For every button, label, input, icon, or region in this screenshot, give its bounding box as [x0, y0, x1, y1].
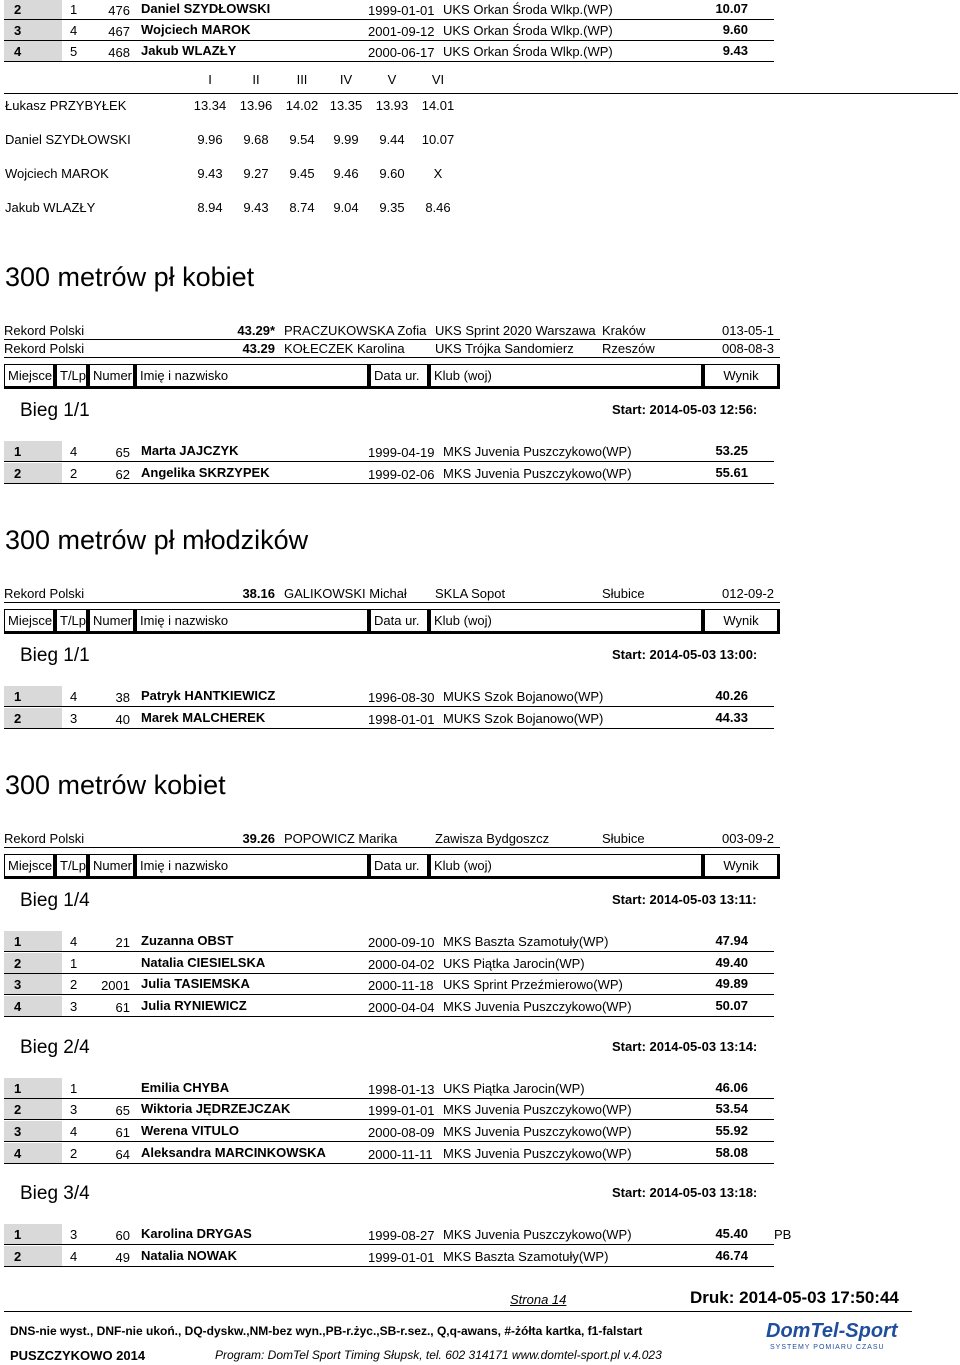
page-number: Strona 14 [510, 1292, 567, 1307]
result-row [4, 20, 774, 41]
heat-start-time: Start: 2014-05-03 13:11: [612, 892, 757, 907]
heat-name: Bieg 1/1 [20, 645, 90, 666]
row-divider [4, 1141, 774, 1142]
result-value: 53.54 [715, 1101, 748, 1116]
result-value: 53.25 [715, 443, 748, 458]
athlete-name: Marta JAJCZYK [141, 443, 239, 458]
col-dob: Data ur. [370, 854, 430, 879]
col-dob: Data ur. [370, 364, 430, 389]
record-club: UKS Sprint 2020 Warszawa [435, 323, 596, 338]
place-cell: 1 [4, 686, 62, 707]
row-divider [4, 728, 774, 729]
result-value: 46.06 [715, 1080, 748, 1095]
lane-cell: 1 [70, 956, 78, 971]
attempt-value: 9.27 [243, 166, 269, 181]
logo-text: DomTel-Sport [766, 1320, 898, 1342]
athlete-name: Julia TASIEMSKA [141, 976, 250, 991]
club-name: MUKS Szok Bojanowo(WP) [443, 689, 604, 704]
result-row [4, 1099, 774, 1120]
record-row [4, 585, 780, 603]
place-cell: 2 [4, 463, 62, 484]
birth-date: 2001-09-12 [368, 24, 435, 39]
col-dob: Data ur. [370, 609, 430, 634]
record-holder: KOŁECZEK Karolina [284, 341, 405, 356]
birth-date: 2000-08-09 [368, 1125, 435, 1140]
athlete-name: Wiktoria JĘDRZEJCZAK [141, 1101, 291, 1116]
birth-date: 2000-11-11 [368, 1147, 433, 1162]
attempt-value: 8.46 [425, 200, 451, 215]
attempt-value: 13.93 [375, 98, 409, 113]
lane-cell: 3 [70, 999, 78, 1014]
birth-date: 1999-04-19 [368, 445, 435, 460]
athlete-name: Aleksandra MARCINKOWSKA [141, 1145, 326, 1160]
club-name: MKS Juvenia Puszczykowo(WP) [443, 1102, 632, 1117]
place-cell: 2 [4, 1099, 62, 1120]
row-divider [4, 483, 774, 484]
record-date: 008-08-3 [722, 341, 775, 356]
attempt-value: 9.96 [197, 132, 223, 147]
result-value: 50.07 [715, 998, 748, 1013]
bib-number: 21 [115, 935, 130, 950]
footer-legend: DNS-nie wyst., DNF-nie ukoń., DQ-dyskw.,NM-bez wyn.,PB-r.życ.,SB-r.sez., Q,q-awans, #-żółta kartka, f1-falstart [10, 1324, 643, 1338]
bib-number: 65 [115, 445, 130, 460]
attempt-value: 9.99 [333, 132, 359, 147]
result-value: 44.33 [715, 710, 748, 725]
attempt-value: 14.02 [285, 98, 319, 113]
col-place: Miejsce [4, 609, 56, 634]
result-value: 55.61 [715, 465, 748, 480]
result-value: 40.26 [715, 688, 748, 703]
place-cell: 4 [4, 996, 62, 1017]
col-number: Numer [89, 609, 136, 634]
result-value: 46.74 [715, 1248, 748, 1263]
birth-date: 2000-04-02 [368, 957, 435, 972]
athlete-name: Werena VITULO [141, 1123, 240, 1138]
attempt-header: I [208, 72, 212, 87]
birth-date: 1998-01-13 [368, 1082, 435, 1097]
club-name: UKS Orkan Środa Wlkp.(WP) [443, 2, 613, 17]
col-lane: T/Lp [56, 609, 89, 634]
venue: PUSZCZYKOWO 2014 [10, 1348, 146, 1363]
record-city: Kraków [602, 323, 646, 338]
birth-date: 1999-08-27 [368, 1228, 435, 1243]
attempt-value: 9.04 [333, 200, 359, 215]
athlete-name: Patryk HANTKIEWICZ [141, 688, 276, 703]
place-cell: 1 [4, 441, 62, 462]
bib-number: 64 [115, 1147, 130, 1162]
col-place: Miejsce [4, 364, 56, 389]
club-name: MKS Juvenia Puszczykowo(WP) [443, 466, 632, 481]
column-header [4, 364, 780, 389]
place-cell: 1 [4, 931, 62, 952]
club-name: UKS Piątka Jarocin(WP) [443, 1081, 585, 1096]
attempt-athlete: Łukasz PRZYBYŁEK [5, 98, 127, 113]
club-name: UKS Orkan Środa Wlkp.(WP) [443, 23, 613, 38]
result-value: 47.94 [715, 933, 748, 948]
result-value: 45.40 [715, 1226, 748, 1241]
result-value: 9.60 [722, 22, 748, 37]
club-name: MKS Juvenia Puszczykowo(WP) [443, 1146, 632, 1161]
bib-number: 62 [115, 467, 130, 482]
record-city: Rzeszów [602, 341, 655, 356]
row-divider [4, 461, 774, 462]
attempt-header: VI [431, 72, 445, 87]
record-label: Rekord Polski [4, 323, 85, 338]
col-place: Miejsce [4, 854, 56, 879]
result-row [4, 0, 774, 20]
bib-number: 61 [115, 1125, 130, 1140]
lane-cell: 1 [70, 2, 78, 17]
bib-number: 40 [115, 712, 130, 727]
attempt-value: 9.68 [243, 132, 269, 147]
print-date: Druk: 2014-05-03 17:50:44 [690, 1288, 899, 1307]
club-name: UKS Sprint Przeźmierowo(WP) [443, 977, 623, 992]
result-row [4, 1246, 774, 1267]
result-row [4, 1121, 774, 1142]
bib-number: 2001 [101, 978, 130, 993]
place-cell: 1 [4, 1078, 62, 1099]
record-date: 013-05-1 [722, 323, 775, 338]
record-city: Słubice [602, 586, 645, 601]
result-row [4, 931, 774, 952]
col-result: Wynik [704, 364, 780, 389]
birth-date: 1996-08-30 [368, 690, 435, 705]
result-row [4, 974, 774, 995]
result-row [4, 996, 774, 1017]
attempt-value: 9.43 [243, 200, 269, 215]
club-name: MKS Baszta Szamotuły(WP) [443, 1249, 609, 1264]
record-holder: GALIKOWSKI Michał [284, 586, 407, 601]
place-cell: 1 [4, 1224, 62, 1245]
club-name: MUKS Szok Bojanowo(WP) [443, 711, 604, 726]
place-cell: 3 [4, 974, 62, 995]
bib-number: 49 [115, 1250, 130, 1265]
attempt-value: 13.34 [193, 98, 227, 113]
place-cell: 3 [4, 1121, 62, 1142]
attempt-value: 9.44 [379, 132, 405, 147]
lane-cell: 1 [70, 1081, 78, 1096]
birth-date: 1999-01-01 [368, 3, 435, 18]
record-row [4, 340, 780, 358]
birth-date: 1999-01-01 [368, 1250, 435, 1265]
attempt-value: 8.94 [197, 200, 223, 215]
attempt-header: II [252, 72, 260, 87]
result-row [4, 686, 774, 707]
result-value: 49.89 [715, 976, 748, 991]
lane-cell: 4 [70, 23, 78, 38]
record-value: 39.26 [242, 831, 275, 846]
result-row [4, 41, 774, 62]
place-cell: 2 [4, 708, 62, 729]
row-divider [4, 1119, 774, 1120]
row-divider [4, 706, 774, 707]
lane-cell: 4 [70, 444, 78, 459]
bib-number: 476 [108, 3, 130, 18]
heat-start-time: Start: 2014-05-03 13:14: [612, 1039, 758, 1054]
place-cell: 2 [4, 1246, 62, 1267]
place-cell: 2 [4, 0, 62, 20]
result-row [4, 953, 774, 974]
athlete-name: Natalia CIESIELSKA [141, 955, 266, 970]
birth-date: 1999-02-06 [368, 467, 435, 482]
record-holder: PRACZUKOWSKA Zofia [284, 323, 427, 338]
result-row [4, 1078, 774, 1099]
attempt-value: 9.43 [197, 166, 223, 181]
lane-cell: 4 [70, 934, 78, 949]
result-row [4, 441, 774, 462]
place-cell: 4 [4, 41, 62, 62]
col-club: Klub (woj) [430, 364, 704, 389]
result-value: 58.08 [715, 1145, 748, 1160]
attempt-value: 9.54 [289, 132, 315, 147]
attempt-value: 10.07 [421, 132, 455, 147]
result-value: 9.43 [722, 43, 748, 58]
club-name: MKS Juvenia Puszczykowo(WP) [443, 1124, 632, 1139]
attempt-value: 9.60 [379, 166, 405, 181]
club-name: MKS Juvenia Puszczykowo(WP) [443, 999, 632, 1014]
event-title: 300 metrów kobiet [5, 770, 226, 800]
result-row [4, 1143, 774, 1164]
bib-number: 65 [115, 1103, 130, 1118]
col-club: Klub (woj) [430, 854, 704, 879]
attempt-athlete: Daniel SZYDŁOWSKI [5, 132, 131, 147]
result-value: 49.40 [715, 955, 748, 970]
attempt-athlete: Jakub WLAZŁY [5, 200, 96, 215]
attempt-header: III [296, 72, 308, 87]
birth-date: 2000-11-18 [368, 978, 434, 993]
lane-cell: 3 [70, 711, 78, 726]
club-name: MKS Juvenia Puszczykowo(WP) [443, 1227, 632, 1242]
result-row [4, 463, 774, 484]
event-title: 300 metrów pł kobiet [5, 262, 255, 292]
lane-cell: 2 [70, 977, 78, 992]
program-info: Program: DomTel Sport Timing Słupsk, tel. 602 314171 www.domtel-sport.pl v.4.023 [215, 1348, 662, 1362]
lane-cell: 2 [70, 466, 78, 481]
result-row [4, 1224, 792, 1245]
result-row [4, 708, 774, 729]
record-date: 012-09-2 [722, 586, 775, 601]
heat-name: Bieg 2/4 [20, 1037, 90, 1058]
heat-name: Bieg 1/4 [20, 890, 90, 911]
col-lane: T/Lp [56, 854, 89, 879]
attempts-header-line [4, 93, 958, 94]
heat-name: Bieg 1/1 [20, 400, 90, 421]
column-header [4, 609, 780, 634]
row-divider [4, 61, 774, 62]
result-value: 55.92 [715, 1123, 748, 1138]
col-name: Imię i nazwisko [136, 364, 370, 389]
athlete-name: Natalia NOWAK [141, 1248, 238, 1263]
row-divider [4, 994, 774, 995]
domtel-logo [760, 1320, 900, 1356]
birth-date: 2000-04-04 [368, 1000, 435, 1015]
record-date: 003-09-2 [722, 831, 775, 846]
row-divider [4, 1016, 774, 1017]
athlete-name: Marek MALCHEREK [141, 710, 266, 725]
attempt-athlete: Wojciech MAROK [5, 166, 109, 181]
heat-start-time: Start: 2014-05-03 13:18: [612, 1185, 758, 1200]
attempt-header: V [387, 72, 397, 87]
attempt-value: 13.35 [329, 98, 363, 113]
lane-cell: 3 [70, 1102, 78, 1117]
club-name: UKS Piątka Jarocin(WP) [443, 956, 585, 971]
logo-subtitle: SYSTEMY POMIARU CZASU [770, 1344, 885, 1351]
heat-start-time: Start: 2014-05-03 12:56: [612, 402, 758, 417]
record-value: 43.29 [242, 341, 275, 356]
bib-number: 60 [115, 1228, 130, 1243]
lane-cell: 2 [70, 1146, 78, 1161]
attempt-value: 13.96 [239, 98, 273, 113]
record-label: Rekord Polski [4, 341, 85, 356]
athlete-name: Julia RYNIEWICZ [141, 998, 247, 1013]
lane-cell: 4 [70, 689, 78, 704]
attempt-value: 9.35 [379, 200, 405, 215]
record-value: 38.16 [242, 586, 275, 601]
col-result: Wynik [704, 609, 780, 634]
place-cell: 4 [4, 1143, 62, 1164]
col-club: Klub (woj) [430, 609, 704, 634]
bib-number: 468 [108, 45, 130, 60]
place-cell: 3 [4, 20, 62, 41]
club-name: MKS Juvenia Puszczykowo(WP) [443, 444, 632, 459]
record-value: 43.29* [237, 323, 275, 338]
event-title: 300 metrów pł młodzików [5, 525, 309, 555]
attempt-value: 14.01 [421, 98, 455, 113]
result-value: 10.07 [715, 1, 748, 16]
record-holder: POPOWICZ Marika [284, 831, 398, 846]
col-result: Wynik [704, 854, 780, 879]
club-name: UKS Orkan Środa Wlkp.(WP) [443, 44, 613, 59]
bib-number: 61 [115, 1000, 130, 1015]
record-city: Słubice [602, 831, 645, 846]
lane-cell: 4 [70, 1249, 78, 1264]
athlete-name: Karolina DRYGAS [141, 1226, 252, 1241]
place-cell: 2 [4, 953, 62, 974]
attempt-value: X [433, 166, 443, 181]
col-name: Imię i nazwisko [136, 609, 370, 634]
attempt-value: 8.74 [289, 200, 315, 215]
result-note: PB [774, 1227, 792, 1242]
row-divider [4, 951, 774, 952]
attempt-value: 9.45 [289, 166, 315, 181]
record-club: SKLA Sopot [435, 586, 506, 601]
record-club: UKS Trójka Sandomierz [435, 341, 574, 356]
heat-start-time: Start: 2014-05-03 13:00: [612, 647, 758, 662]
birth-date: 2000-09-10 [368, 935, 435, 950]
athlete-name: Jakub WLAZŁY [141, 43, 237, 58]
lane-cell: 5 [70, 44, 78, 59]
col-number: Numer [89, 854, 136, 879]
bib-number: 38 [115, 690, 130, 705]
column-header [4, 854, 780, 879]
lane-cell: 4 [70, 1124, 78, 1139]
athlete-name: Angelika SKRZYPEK [141, 465, 270, 480]
record-label: Rekord Polski [4, 831, 85, 846]
record-row [4, 322, 780, 340]
col-name: Imię i nazwisko [136, 854, 370, 879]
athlete-name: Daniel SZYDŁOWSKI [141, 1, 271, 16]
col-lane: T/Lp [56, 364, 89, 389]
record-club: Zawisza Bydgoszcz [435, 831, 550, 846]
athlete-name: Emilia CHYBA [141, 1080, 230, 1095]
footer-top-line [4, 1311, 912, 1312]
row-divider [4, 1244, 774, 1245]
birth-date: 2000-06-17 [368, 45, 435, 60]
heat-name: Bieg 3/4 [20, 1183, 90, 1204]
bib-number: 467 [108, 24, 130, 39]
attempt-header: IV [339, 72, 353, 87]
row-divider [4, 1266, 774, 1267]
athlete-name: Zuzanna OBST [141, 933, 234, 948]
col-number: Numer [89, 364, 136, 389]
birth-date: 1998-01-01 [368, 712, 435, 727]
record-label: Rekord Polski [4, 586, 85, 601]
attempt-value: 9.46 [333, 166, 359, 181]
athlete-name: Wojciech MAROK [141, 22, 251, 37]
lane-cell: 3 [70, 1227, 78, 1242]
record-row [4, 830, 780, 848]
row-divider [4, 1163, 774, 1164]
birth-date: 1999-01-01 [368, 1103, 435, 1118]
club-name: MKS Baszta Szamotuły(WP) [443, 934, 609, 949]
